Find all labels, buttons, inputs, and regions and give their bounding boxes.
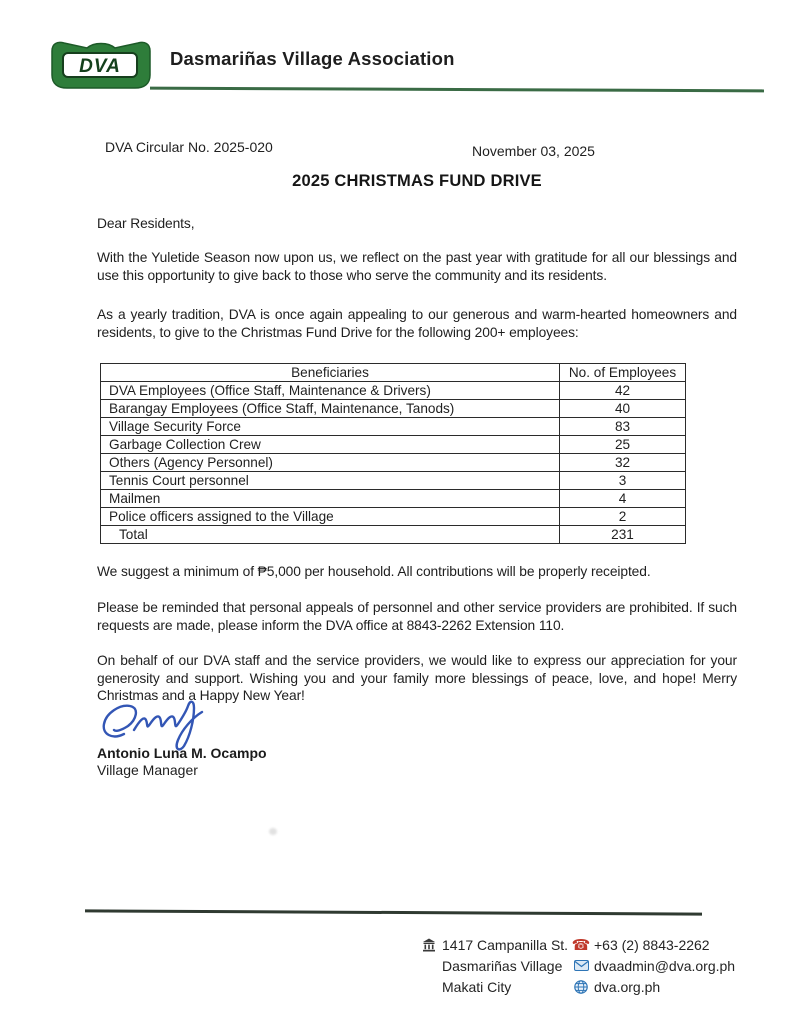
table-row	[101, 400, 686, 418]
beneficiary-cell: Village Security Force	[101, 418, 560, 436]
table-row	[101, 454, 686, 472]
email-icon	[572, 960, 590, 971]
dva-logo-icon	[48, 35, 154, 90]
paragraph-yuletide: With the Yuletide Season now upon us, we reflect on the past year with gratitude for all our blessings and use this opportunity to give back to those who serve the community and its residents.	[97, 250, 737, 283]
phone-icon: ☎	[571, 935, 591, 954]
count-cell: 32	[560, 454, 686, 472]
org-name: Dasmariñas Village Association	[170, 48, 455, 69]
table-header-row	[101, 364, 686, 382]
col-header-beneficiaries: Beneficiaries	[101, 364, 560, 382]
footer-email[interactable]: dvaadmin@dva.org.ph	[594, 957, 736, 974]
address-line-2: Dasmariñas Village	[442, 957, 563, 974]
beneficiaries-table	[100, 363, 686, 544]
count-cell: 3	[560, 472, 686, 490]
footer-divider	[85, 909, 702, 915]
scan-artifact	[269, 828, 277, 835]
header-divider	[150, 87, 764, 93]
document-title: 2025 CHRISTMAS FUND DRIVE	[292, 172, 542, 190]
beneficiary-cell: Others (Agency Personnel)	[101, 454, 560, 472]
beneficiary-cell: Mailmen	[101, 490, 560, 508]
col-header-employees: No. of Employees	[560, 364, 686, 382]
beneficiary-cell: Barangay Employees (Office Staff, Maintenance, Tanods)	[101, 400, 560, 418]
dva-logo	[48, 35, 154, 90]
footer-phone: +63 (2) 8843-2262	[594, 936, 710, 953]
beneficiary-cell: DVA Employees (Office Staff, Maintenance & Drivers)	[101, 382, 560, 400]
footer-website[interactable]: dva.org.ph	[594, 978, 661, 995]
globe-icon	[572, 980, 590, 994]
svg-text:DVA: DVA	[79, 56, 121, 77]
count-cell: 25	[560, 436, 686, 454]
circular-number: DVA Circular No. 2025-020	[105, 139, 273, 155]
count-cell: 2	[560, 508, 686, 526]
count-cell: 40	[560, 400, 686, 418]
building-icon	[420, 938, 438, 952]
table-row	[101, 490, 686, 508]
count-cell: 83	[560, 418, 686, 436]
footer-contact-block	[572, 934, 735, 997]
footer-address-block	[420, 934, 568, 997]
signatory-name: Antonio Luna M. Ocampo	[97, 745, 267, 761]
table-row	[101, 508, 686, 526]
paragraph-reminder: Please be reminded that personal appeals of personnel and other service providers are prohibited. If such requests are made, please inform the DVA office at 8843-2262 Extension 110.	[97, 600, 737, 633]
address-line-3: Makati City	[442, 978, 512, 995]
paragraph-suggestion: We suggest a minimum of ₱5,000 per household. All contributions will be properly receipted.	[97, 564, 651, 579]
total-value: 231	[560, 526, 686, 544]
address-line-1: 1417 Campanilla St.	[442, 936, 569, 953]
signatory-title: Village Manager	[97, 762, 198, 778]
paragraph-closing: On behalf of our DVA staff and the service providers, we would like to express our appreciation for your generosity and support. Wishing you and your family more blessings of peace, love, and hope! Merry Christmas and a Happy New Year!	[97, 653, 737, 704]
total-label: Total	[101, 526, 560, 544]
table-total-row	[101, 526, 686, 544]
beneficiary-cell: Garbage Collection Crew	[101, 436, 560, 454]
count-cell: 42	[560, 382, 686, 400]
beneficiary-cell: Tennis Court personnel	[101, 472, 560, 490]
paragraph-tradition: As a yearly tradition, DVA is once again appealing to our generous and warm-hearted homeowners and residents, to give to the Christmas Fund Drive for the following 200+ employees:	[97, 307, 737, 340]
count-cell: 4	[560, 490, 686, 508]
beneficiary-cell: Police officers assigned to the Village	[101, 508, 560, 526]
table-row	[101, 382, 686, 400]
salutation: Dear Residents,	[97, 216, 195, 231]
table-row	[101, 472, 686, 490]
table-row	[101, 436, 686, 454]
table-row	[101, 418, 686, 436]
document-date: November 03, 2025	[472, 143, 595, 159]
